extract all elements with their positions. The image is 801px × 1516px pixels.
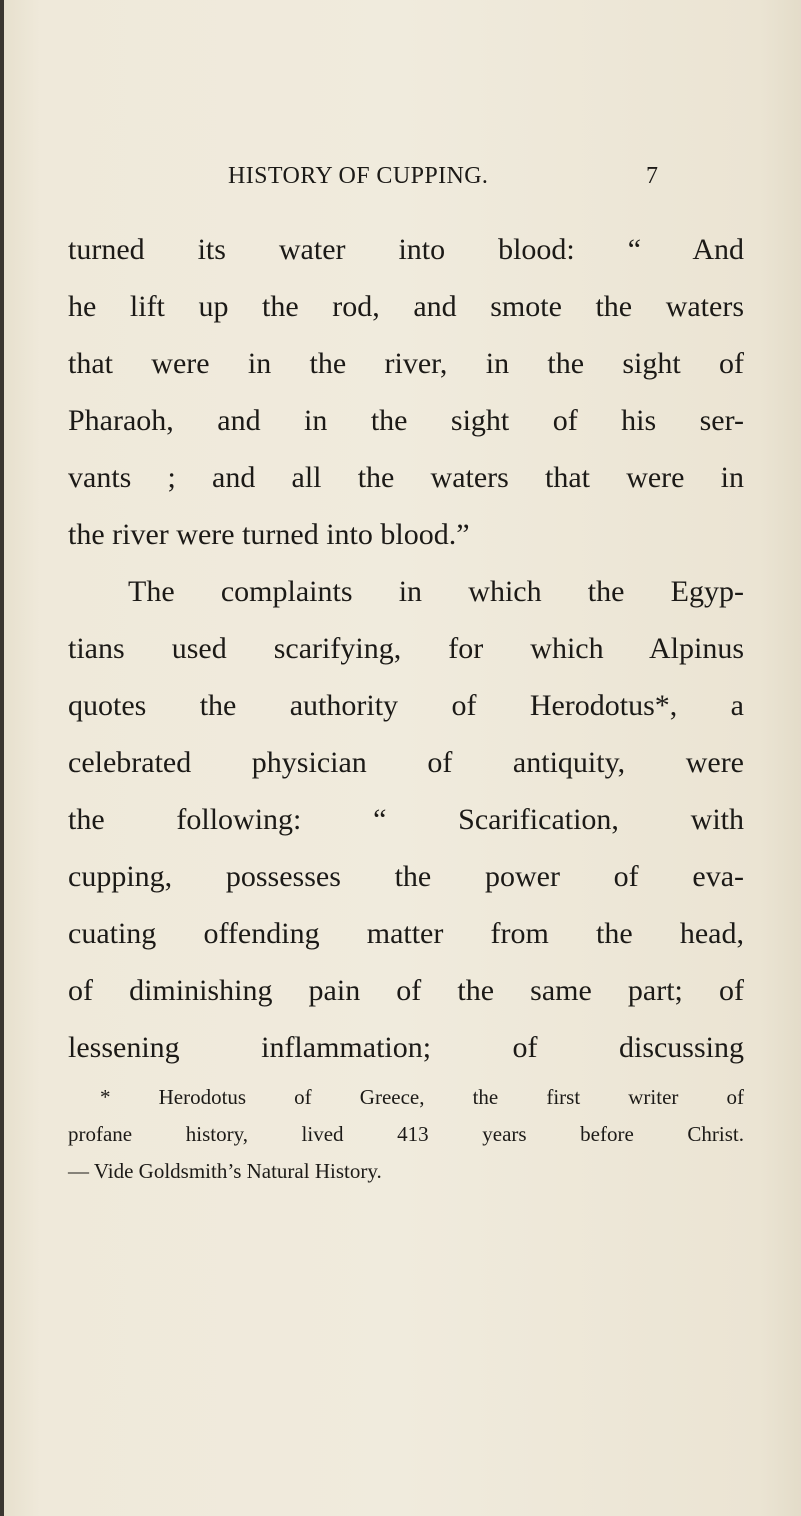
body-line: the following: “ Scarification, with: [68, 803, 744, 836]
body-line: cuating offending matter from the head,: [68, 917, 744, 950]
footnote-line: * Herodotus of Greece, the first writer of: [100, 1085, 744, 1109]
body-line: celebrated physician of antiquity, were: [68, 746, 744, 779]
body-line: Pharaoh, and in the sight of his ser-: [68, 404, 744, 437]
footnote-line: profane history, lived 413 years before Christ.: [68, 1122, 744, 1146]
body-line: The complaints in which the Egyp-: [128, 575, 744, 608]
running-title: HISTORY OF CUPPING.: [228, 163, 489, 189]
body-line: that were in the river, in the sight of: [68, 347, 744, 380]
body-line: vants ; and all the waters that were in: [68, 461, 744, 494]
body-line: the river were turned into blood.”: [68, 518, 470, 551]
body-line: lessening inflammation; of discussing: [68, 1031, 744, 1064]
body-line: turned its water into blood: “ And: [68, 233, 744, 266]
body-line: cupping, possesses the power of eva-: [68, 860, 744, 893]
page-header: [228, 163, 668, 199]
footnote-line: — Vide Goldsmith’s Natural History.: [68, 1159, 382, 1183]
body-line: tians used scarifying, for which Alpinus: [68, 632, 744, 665]
page-edge-shadow: [0, 0, 4, 1516]
body-line: of diminishing pain of the same part; of: [68, 974, 744, 1007]
body-line: he lift up the rod, and smote the waters: [68, 290, 744, 323]
body-line: quotes the authority of Herodotus*, a: [68, 689, 744, 722]
page-number: 7: [646, 163, 658, 189]
